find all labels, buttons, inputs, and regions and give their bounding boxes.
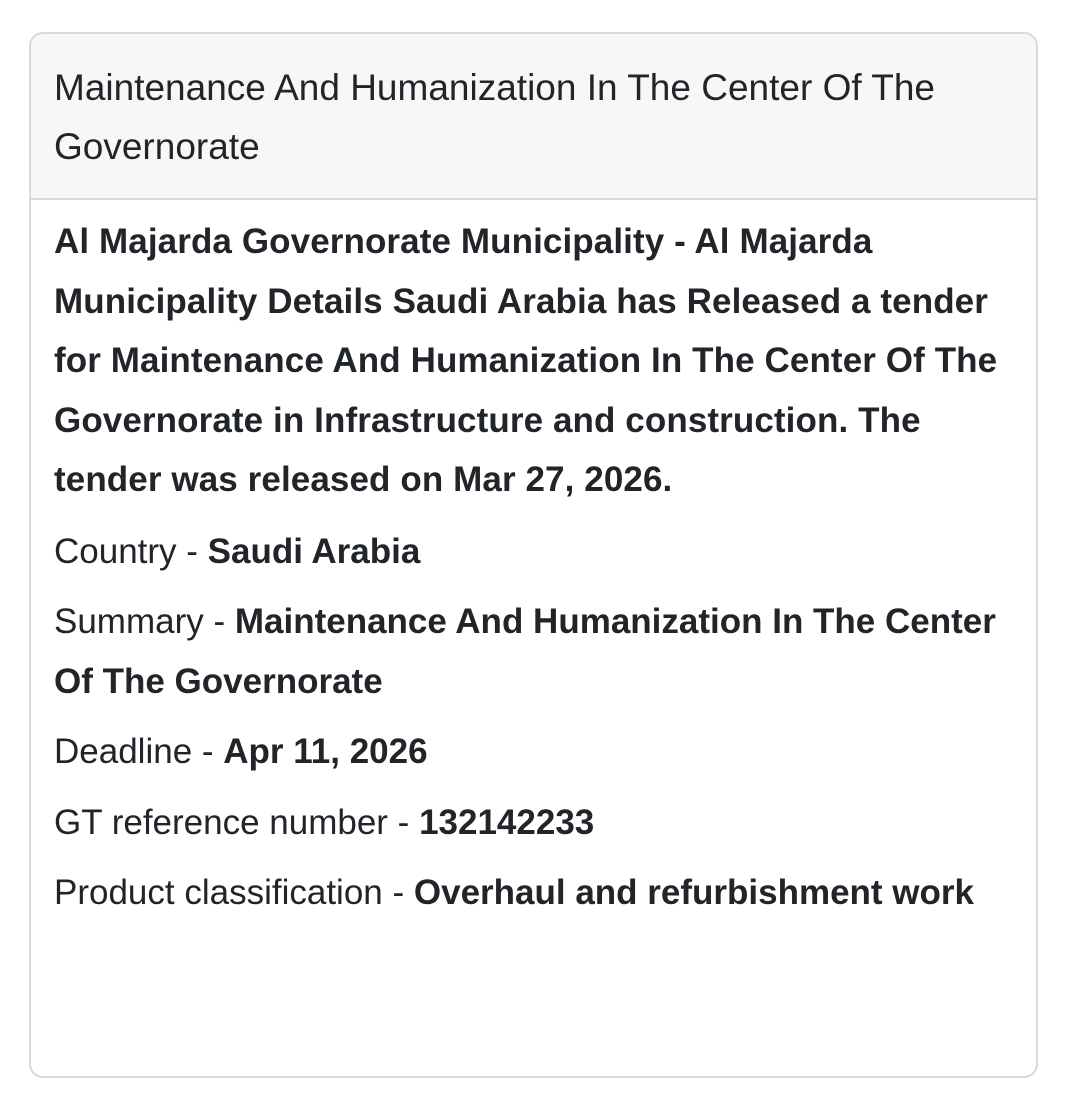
intro-text-part2: in Infrastructure and construction. The tender was released on Mar 27, 2026. — [54, 400, 921, 499]
tender-title: Maintenance And Humanization In The Center Of The Governorate — [54, 67, 935, 167]
detail-row-reference-number — [54, 793, 1014, 853]
detail-separator: - — [192, 732, 224, 771]
tender-card-body — [31, 200, 1036, 923]
detail-row-product-classification — [54, 863, 1014, 923]
tender-intro-paragraph — [54, 212, 1014, 510]
detail-separator: - — [203, 602, 235, 641]
detail-separator: - — [387, 802, 420, 842]
detail-value-reference-number: 132142233 — [419, 802, 595, 842]
detail-value-deadline: Apr 11, 2026 — [223, 732, 428, 771]
intro-bold-title: Maintenance And Humanization In The Center Of The Governorate — [54, 341, 998, 440]
detail-label: Country — [54, 531, 177, 571]
tender-card — [29, 32, 1038, 1078]
detail-separator: - — [176, 531, 208, 571]
detail-label: Deadline — [54, 732, 193, 771]
detail-value-summary: Maintenance And Humanization In The Center Of The Governorate — [54, 602, 996, 701]
detail-row-summary — [54, 592, 1014, 711]
detail-value-product-classification: Overhaul and refurbishment work — [413, 873, 974, 912]
intro-text-part1: Al Majarda Governorate Municipality - Al Majarda Municipality Details Saudi Arabia has Released a tender for — [54, 222, 988, 380]
detail-row-country — [54, 522, 1014, 582]
detail-separator: - — [382, 873, 414, 912]
detail-value-country: Saudi Arabia — [207, 531, 421, 571]
detail-label: Summary — [54, 602, 204, 641]
detail-row-deadline — [54, 722, 1014, 782]
detail-label: Product classification — [54, 873, 383, 912]
detail-label: GT reference number — [54, 802, 388, 842]
tender-card-header — [31, 34, 1036, 200]
